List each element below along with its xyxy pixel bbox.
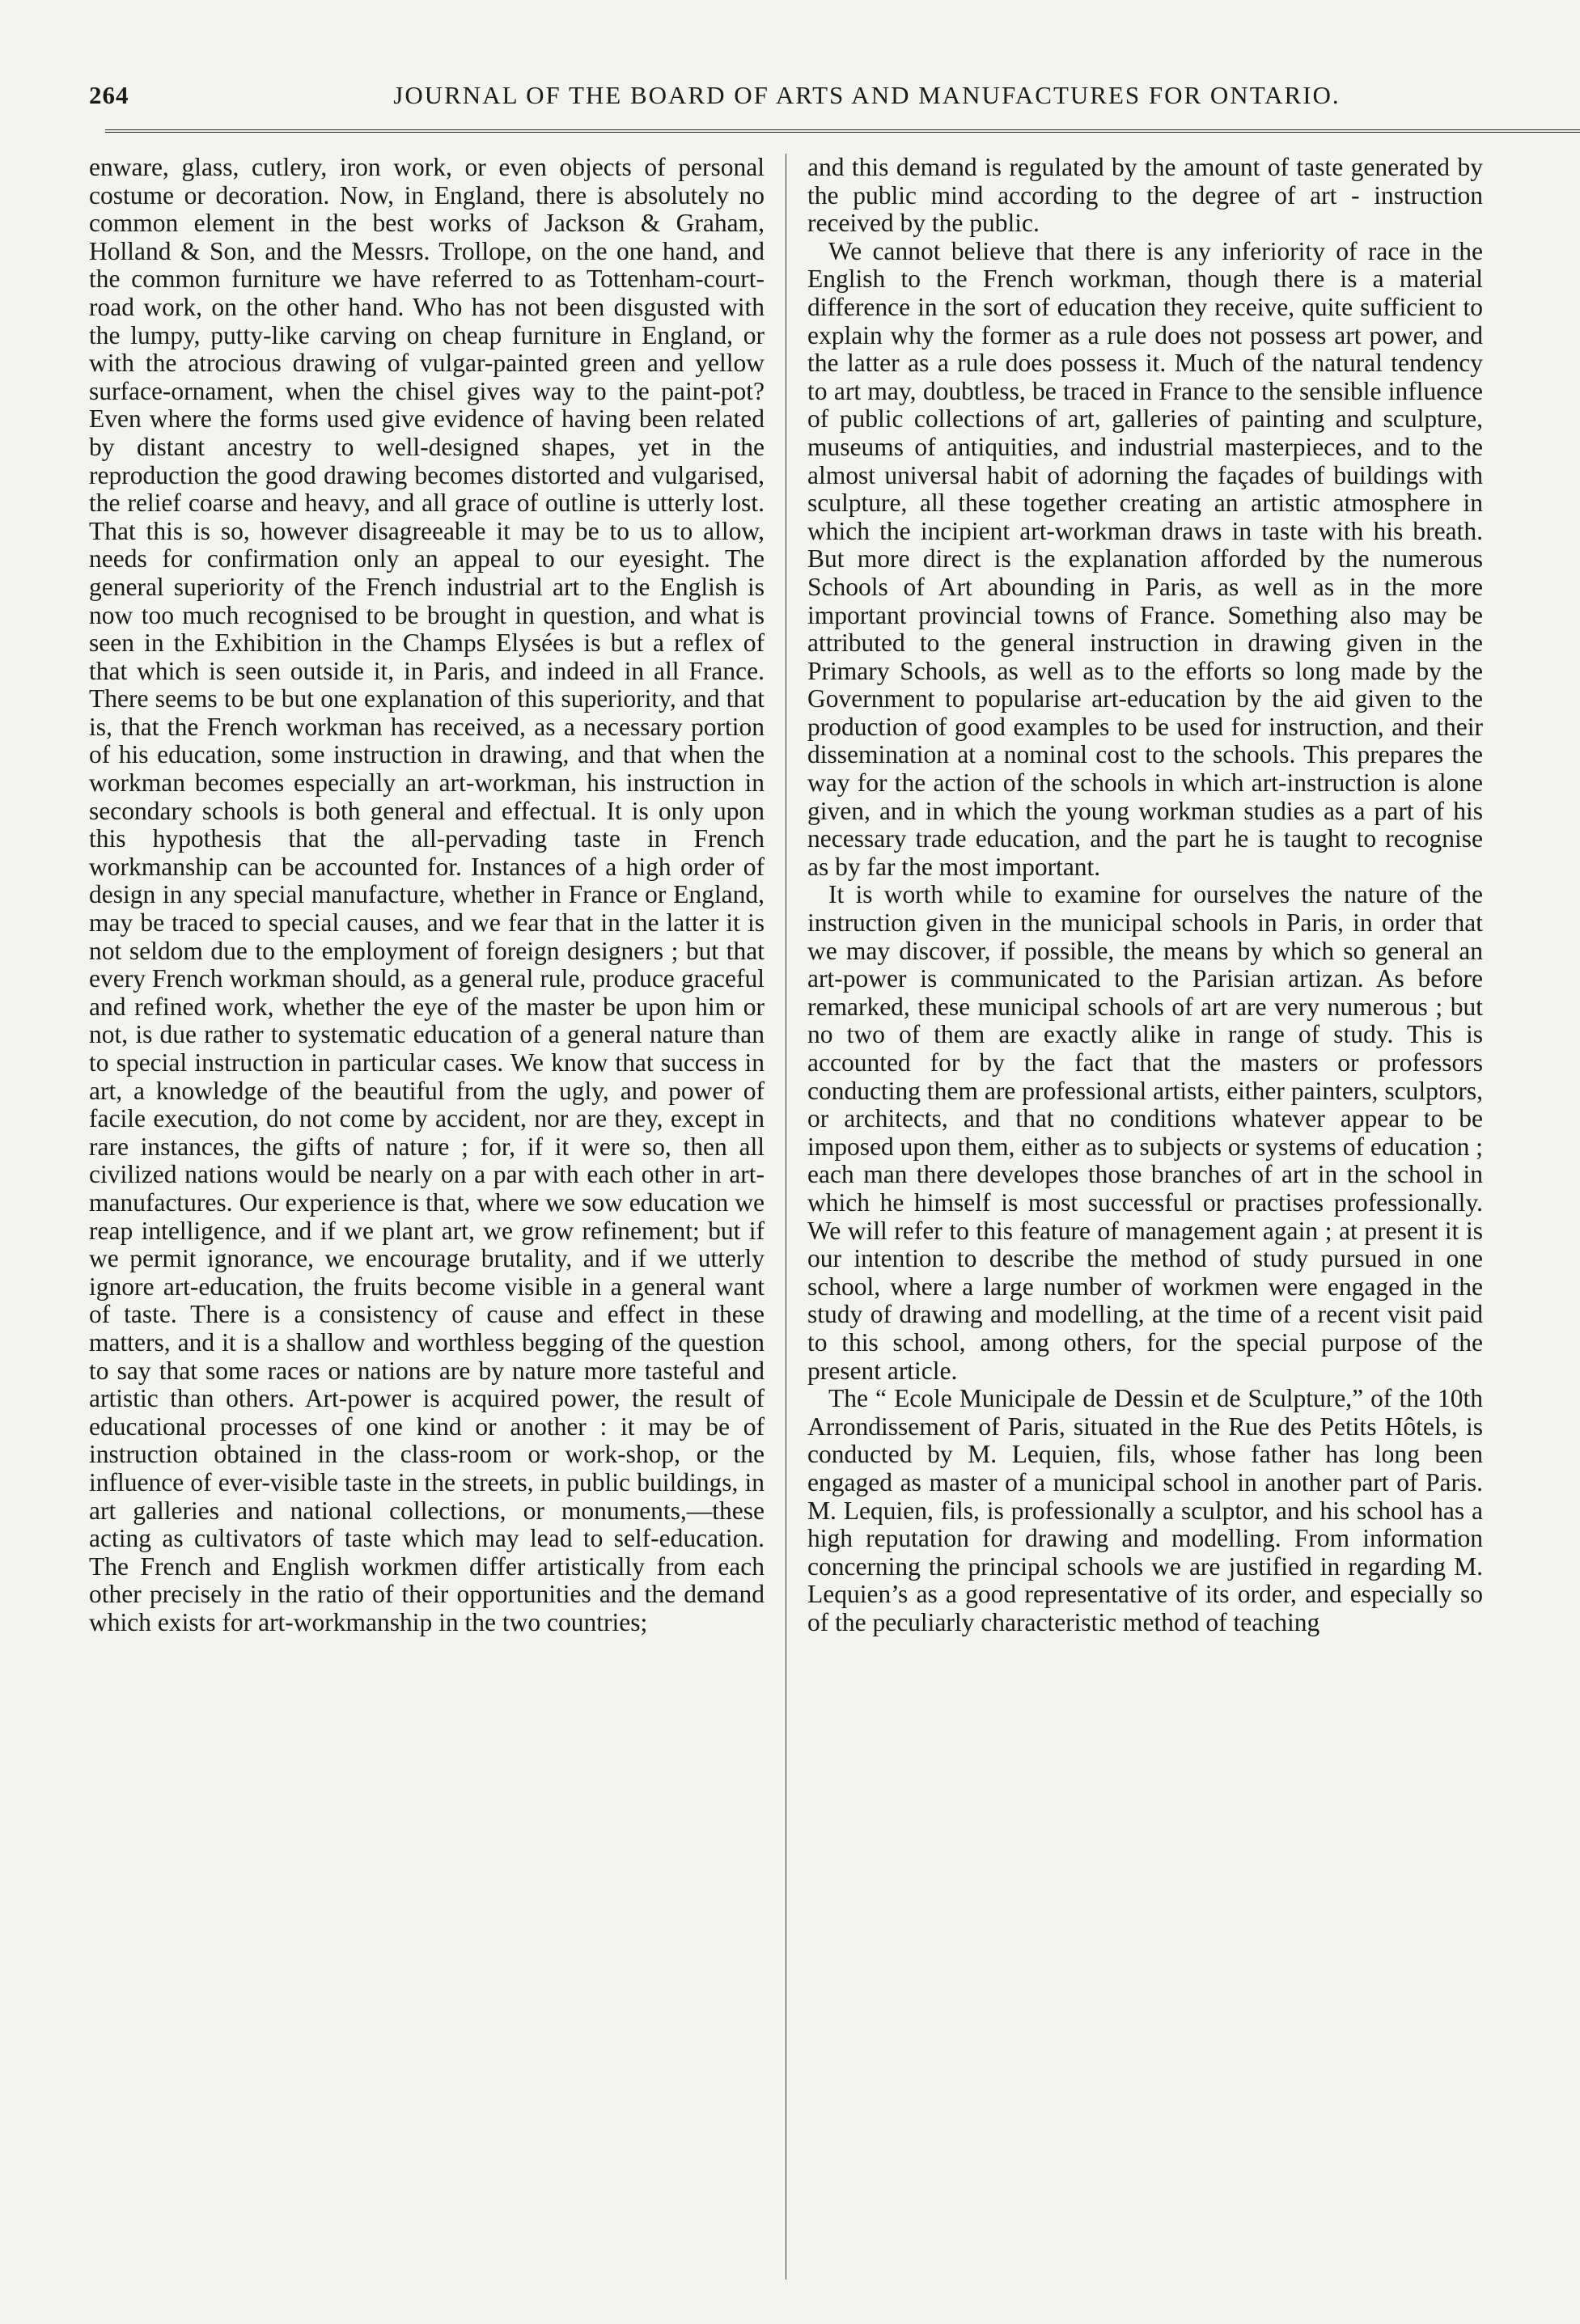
paragraph: enware, glass, cutlery, iron work, or even objects of personal costume or decoration. Now, in England, there is absolutely no common element in the best works of Jackson & Graham, Holland & Son, and the Messrs. Trollope, on the one hand, and the common furniture we have referred to as Tottenham-court-road work, on the other hand. Who has not been disgusted with the lumpy, putty-like carving on cheap furniture in England, or with the atrocious drawing of vulgar-painted green and yellow surface-ornament, when the chisel gives way to the paint-pot? Even where the forms used give evidence of having been related by distant ancestry to well-designed shapes, yet in the reproduction the good drawing becomes distorted and vulgarised, the relief coarse and heavy, and all grace of outline is utterly lost. That this is so, however disagreeable it may be to us to allow, needs for confirmation only an appeal to our eyesight. The general superiority of the French industrial art to the English is now too much recognised to be brought in question, and what is seen in the Exhibition in the Champs Elysées is but a reflex of that which is seen outside it, in Paris, and indeed in all France. There seems to be but one explanation of this superiority, and that is, that the French workman has received, as a necessary portion of his education, some instruction in drawing, and that when the workman becomes especially an art-workman, his instruction in secondary schools is both general and effectual. It is only upon this hypothesis that the all-pervading taste in French workmanship can be accounted for. Instances of a high order of design in any special manufacture, whether in France or England, may be traced to special causes, and we fear that in the latter it is not seldom due to the employment of foreign designers ; but that every French workman should, as a general rule, produce graceful and refined work, whether the eye of the master be upon him or not, is due rather to systematic education of a general nature than to special instruction in particular cases. We know that success in art, a knowledge of the beautiful from the ugly, and power of facile execution, do not come by accident, nor are they, except in rare instances, the gifts of nature ; for, if it were so, then all civilized nations would be nearly on a par with each other in art-manufactures. Our experience is that, where we sow education we reap intelligence, and if we plant art, we grow refinement; but if we permit ignorance, we encourage brutality, and if we utterly ignore art-education, the fruits become visible in a general want of taste. There is a consistency of cause and effect in these matters, and it is a shallow and worthless begging of the question to say that some races or nations are by nature more tasteful and artistic than others. Art-power is acquired power, the result of educational processes of one kind or another : it may be of instruction obtained in the class-room or work-shop, or the influence of ever-visible taste in the streets, in public buildings, in art galleries and national collections, or monuments,—these acting as cultivators of taste which may lead to self-education. The French and English workmen differ artistically from each other precisely in the ratio of their opportunities and the demand which exists for art-workmanship in the two countries; <box>89 154 765 1636</box>
page-number: 264 <box>89 81 129 109</box>
right-column <box>807 154 1483 2280</box>
paragraph: and this demand is regulated by the amount of taste generated by the public mind according to the degree of art - instruction received by the public. <box>807 154 1483 238</box>
running-head <box>89 73 1483 121</box>
paragraph: The “ Ecole Municipale de Dessin et de Sculpture,” of the 10th Arrondissement of Paris, situated in the Rue des Petits Hôtels, is conducted by M. Lequien, fils, whose father has long been engaged as master of a municipal school in another part of Paris. M. Lequien, fils, is professionally a sculptor, and his school has a high reputation for drawing and modelling. From information concerning the principal schools we are justified in regarding M. Lequien’s as a good representative of its order, and especially so of the peculiarly characteristic method of teaching <box>807 1384 1483 1636</box>
left-column <box>89 154 765 2280</box>
journal-title: JOURNAL OF THE BOARD OF ARTS AND MANUFACTURES FOR ONTARIO. <box>393 81 1341 109</box>
body-columns <box>89 154 1483 2280</box>
header-rule <box>105 129 1580 133</box>
paragraph: It is worth while to examine for ourselves the nature of the instruction given in the municipal schools in Paris, in order that we may discover, if possible, the means by which so general an art-power is communicated to the Parisian artizan. As before remarked, these municipal schools of art are very numerous ; but no two of them are exactly alike in range of study. This is accounted for by the fact that the masters or professors conducting them are professional artists, either painters, sculptors, or architects, and that no conditions whatever appear to be imposed upon them, either as to subjects or systems of education ; each man there developes those branches of art in the school in which he himself is most successful or practises professionally. We will refer to this feature of management again ; at present it is our intention to describe the method of study pursued in one school, where a large number of workmen were engaged in the study of drawing and modelling, at the time of a recent visit paid to this school, among others, for the special purpose of the present article. <box>807 880 1483 1385</box>
paragraph: We cannot believe that there is any inferiority of race in the English to the French workman, though there is a material difference in the sort of education they receive, quite sufficient to explain why the former as a rule does not possess art power, and the latter as a rule does possess it. Much of the natural tendency to art may, doubtless, be traced in France to the sensible influence of public collections of art, galleries of painting and sculpture, museums of antiquities, and industrial masterpieces, and to the almost universal habit of adorning the façades of buildings with sculpture, all these together creating an artistic atmosphere in which the incipient art-workman draws in taste with his breath. But more direct is the explanation afforded by the numerous Schools of Art abounding in Paris, as well as in the more important provincial towns of France. Something also may be attributed to the general instruction in drawing given in the Primary Schools, as well as to the efforts so long made by the Government to popularise art-education by the aid given to the production of good examples to be used for instruction, and their dissemination at a nominal cost to the schools. This prepares the way for the action of the schools in which art-instruction is alone given, and in which the young workman studies as a part of his necessary trade education, and the part he is taught to recognise as by far the most important. <box>807 236 1483 881</box>
